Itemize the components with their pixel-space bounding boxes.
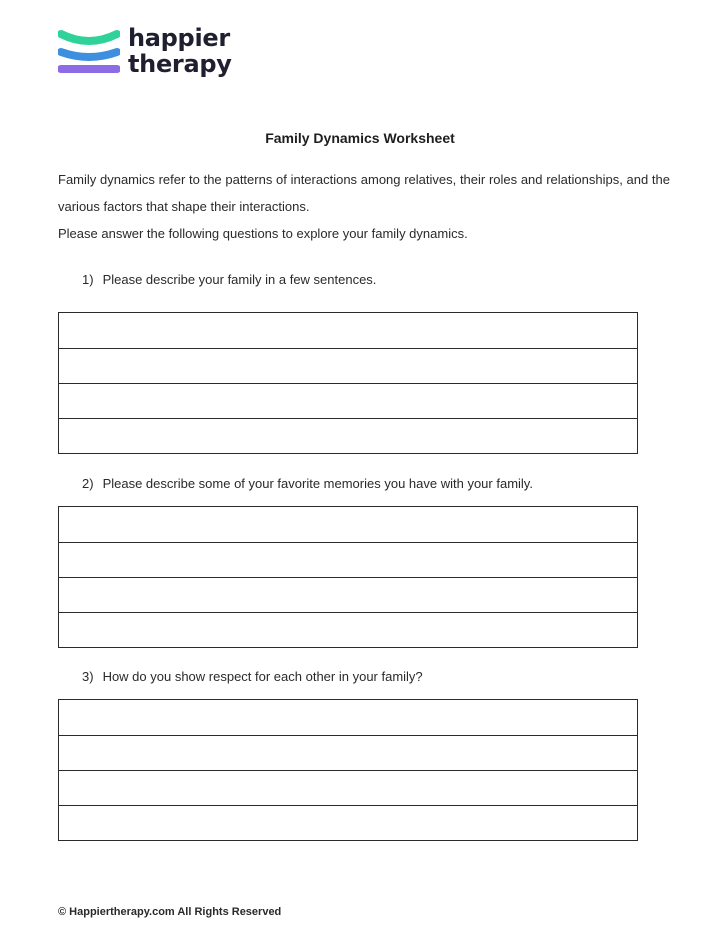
question-number: 2) [82, 476, 94, 491]
answer-line[interactable] [59, 348, 637, 383]
answer-line[interactable] [59, 418, 637, 453]
happier-therapy-logo [58, 26, 258, 88]
logo-text [128, 25, 232, 77]
answer-line[interactable] [59, 313, 637, 348]
answer-line[interactable] [59, 735, 637, 770]
answer-line[interactable] [59, 805, 637, 840]
logo-line-happier: happier [128, 24, 230, 52]
question-text: Please describe your family in a few sentences. [102, 272, 377, 287]
copyright-footer: © Happiertherapy.com All Rights Reserved [58, 906, 282, 918]
question-2 [82, 476, 533, 491]
logo-waves-icon [58, 26, 120, 78]
question-text: How do you show respect for each other in your family? [102, 669, 423, 684]
answer-line[interactable] [59, 507, 637, 542]
question-1 [82, 272, 376, 287]
answer-line[interactable] [59, 770, 637, 805]
intro-paragraph-1: Family dynamics refer to the patterns of interactions among relatives, their roles and relationships, and the various factors that shape their interactions. [58, 172, 670, 214]
answer-line[interactable] [59, 577, 637, 612]
answer-box-2[interactable] [58, 506, 638, 648]
intro-paragraph-2: Please answer the following questions to explore your family dynamics. [58, 226, 468, 241]
answer-box-1[interactable] [58, 312, 638, 454]
answer-line[interactable] [59, 612, 637, 647]
logo-line-therapy: therapy [128, 50, 232, 78]
question-3 [82, 669, 423, 684]
answer-line[interactable] [59, 542, 637, 577]
answer-line[interactable] [59, 383, 637, 418]
question-text: Please describe some of your favorite memories you have with your family. [102, 476, 533, 491]
page-title: Family Dynamics Worksheet [265, 130, 455, 146]
intro-text [58, 166, 670, 247]
question-number: 1) [82, 272, 94, 287]
question-number: 3) [82, 669, 94, 684]
answer-line[interactable] [59, 700, 637, 735]
answer-box-3[interactable] [58, 699, 638, 841]
